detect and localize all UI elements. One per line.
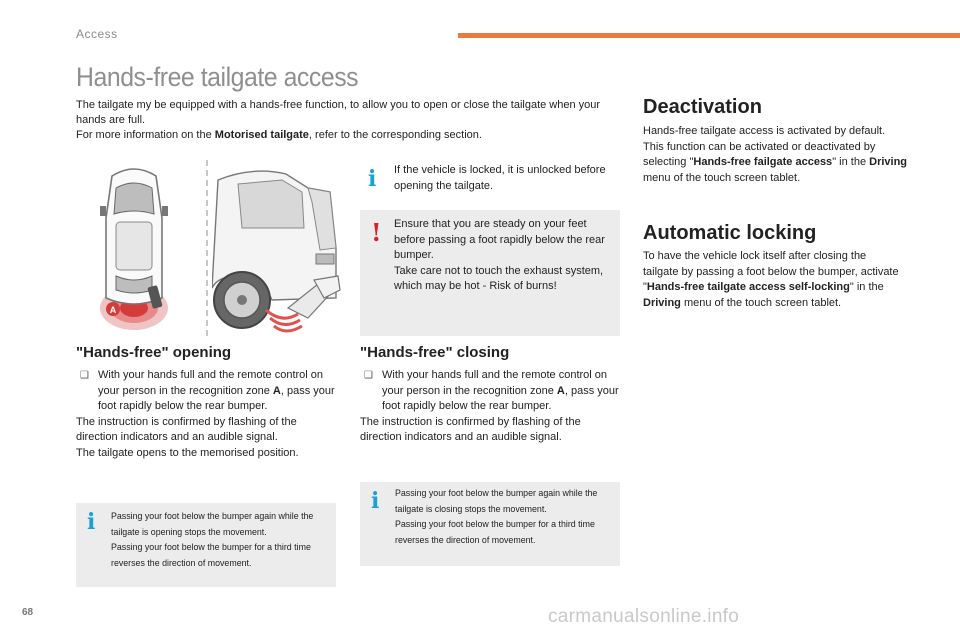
- tailgate-foot-illustration: [212, 158, 350, 336]
- deactivation-line-1: Hands-free tailgate access is activated by default.: [643, 125, 886, 137]
- intro-line-2-post: , refer to the corresponding section.: [308, 129, 482, 141]
- auto-lock-heading: Automatic locking: [643, 222, 817, 244]
- opening-bullet-zone: A: [272, 384, 281, 397]
- info-locked-text: If the vehicle is locked, it is unlocked before opening the tailgate.: [394, 164, 606, 192]
- deactivation-post: menu of the touch screen tablet.: [643, 171, 801, 184]
- section-label: Access: [76, 27, 118, 41]
- info-box-locked: [360, 158, 618, 202]
- deactivation-bold-1: Hands-free failgate access: [693, 156, 833, 168]
- warning-line-2: Take care not to touch the exhaust system, which may be hot - Risk of burns!: [394, 264, 604, 292]
- warning-text: [394, 217, 614, 295]
- zone-label: A: [109, 305, 117, 315]
- info-icon: i: [368, 166, 377, 192]
- opening-bullet: [76, 368, 338, 415]
- opening-note-box: [76, 503, 336, 587]
- closing-note-box: [360, 482, 620, 566]
- opening-body: [76, 368, 338, 461]
- opening-para-1: The instruction is confirmed by flashing of the direction indicators and an audible signal.: [76, 415, 297, 443]
- header-accent-bar: [458, 33, 960, 38]
- opening-heading: "Hands-free" opening: [76, 344, 232, 361]
- deactivation-pre: This function can be activated or deactivated by selecting ": [643, 140, 876, 168]
- closing-note-text: [395, 486, 616, 548]
- opening-note-1: Passing your foot below the bumper again while the tailgate is opening stops the movement.: [111, 511, 314, 538]
- car-top-view-illustration: [76, 158, 204, 336]
- warning-line-1: Ensure that you are steady on your feet before passing a foot rapidly below the rear bumper.: [394, 218, 605, 261]
- intro-line-2: [76, 128, 616, 143]
- opening-note-text: [111, 509, 332, 571]
- deactivation-body: [643, 124, 908, 186]
- info-icon: i: [87, 509, 96, 535]
- deactivation-line-2: [643, 140, 908, 187]
- car-top-view-icon: [76, 158, 204, 336]
- car-rear-foot-icon: [212, 158, 350, 336]
- auto-lock-text: [643, 249, 901, 311]
- intro-line-2-pre: For more information on the: [76, 129, 215, 141]
- closing-para-1: The instruction is confirmed by flashing of the direction indicators and an audible signal.: [360, 415, 581, 443]
- opening-bullet-post: , pass your foot rapidly below the rear bumper.: [98, 384, 335, 412]
- opening-bullet-pre: With your hands full and the remote control on your person in the recognition zone: [98, 369, 324, 397]
- auto-lock-bold-1: Hands-free tailgate access self-locking: [646, 281, 850, 293]
- opening-para-2: The tailgate opens to the memorised position.: [76, 446, 299, 459]
- intro-line-2-bold: Motorised tailgate: [214, 129, 309, 141]
- auto-lock-body: [643, 249, 901, 311]
- auto-lock-bold-2: Driving: [643, 296, 681, 309]
- closing-bullet-zone: A: [556, 384, 565, 397]
- closing-note-1: Passing your foot below the bumper again while the tailgate is closing stops the movement.: [395, 488, 598, 515]
- closing-bullet: [360, 368, 622, 415]
- auto-lock-post: menu of the touch screen tablet.: [680, 296, 842, 309]
- info-icon: i: [371, 488, 380, 514]
- warning-box: [360, 210, 620, 336]
- closing-heading: "Hands-free" closing: [360, 344, 510, 361]
- intro-text: [76, 98, 616, 143]
- bullet-mark: ❑: [364, 370, 373, 381]
- deactivation-bold-2: Driving: [869, 156, 908, 168]
- page-title: Hands-free tailgate access: [76, 62, 359, 92]
- closing-bullet-pre: With your hands full and the remote control on your person in the recognition zone: [382, 369, 608, 397]
- auto-lock-mid: " in the: [849, 281, 884, 293]
- deactivation-mid: " in the: [832, 156, 870, 168]
- watermark: carmanualsonline.info: [548, 606, 740, 627]
- page-number: 68: [22, 607, 34, 618]
- deactivation-heading: Deactivation: [643, 96, 762, 118]
- auto-lock-pre: To have the vehicle lock itself after closing the tailgate by passing a foot below the bumper, activate ": [643, 250, 899, 293]
- opening-note-2: Passing your foot below the bumper for a third time reverses the direction of movement.: [111, 542, 311, 569]
- closing-body: [360, 368, 622, 446]
- bullet-mark: ❑: [80, 370, 89, 381]
- closing-bullet-post: , pass your foot rapidly below the rear bumper.: [382, 384, 619, 412]
- closing-note-2: Passing your foot below the bumper for a third time reverses the direction of movement.: [395, 519, 595, 546]
- intro-line-1: The tailgate my be equipped with a hands-free function, to allow you to open or close the tailgate when your hands are full.: [76, 99, 601, 126]
- warning-icon: !: [371, 218, 382, 247]
